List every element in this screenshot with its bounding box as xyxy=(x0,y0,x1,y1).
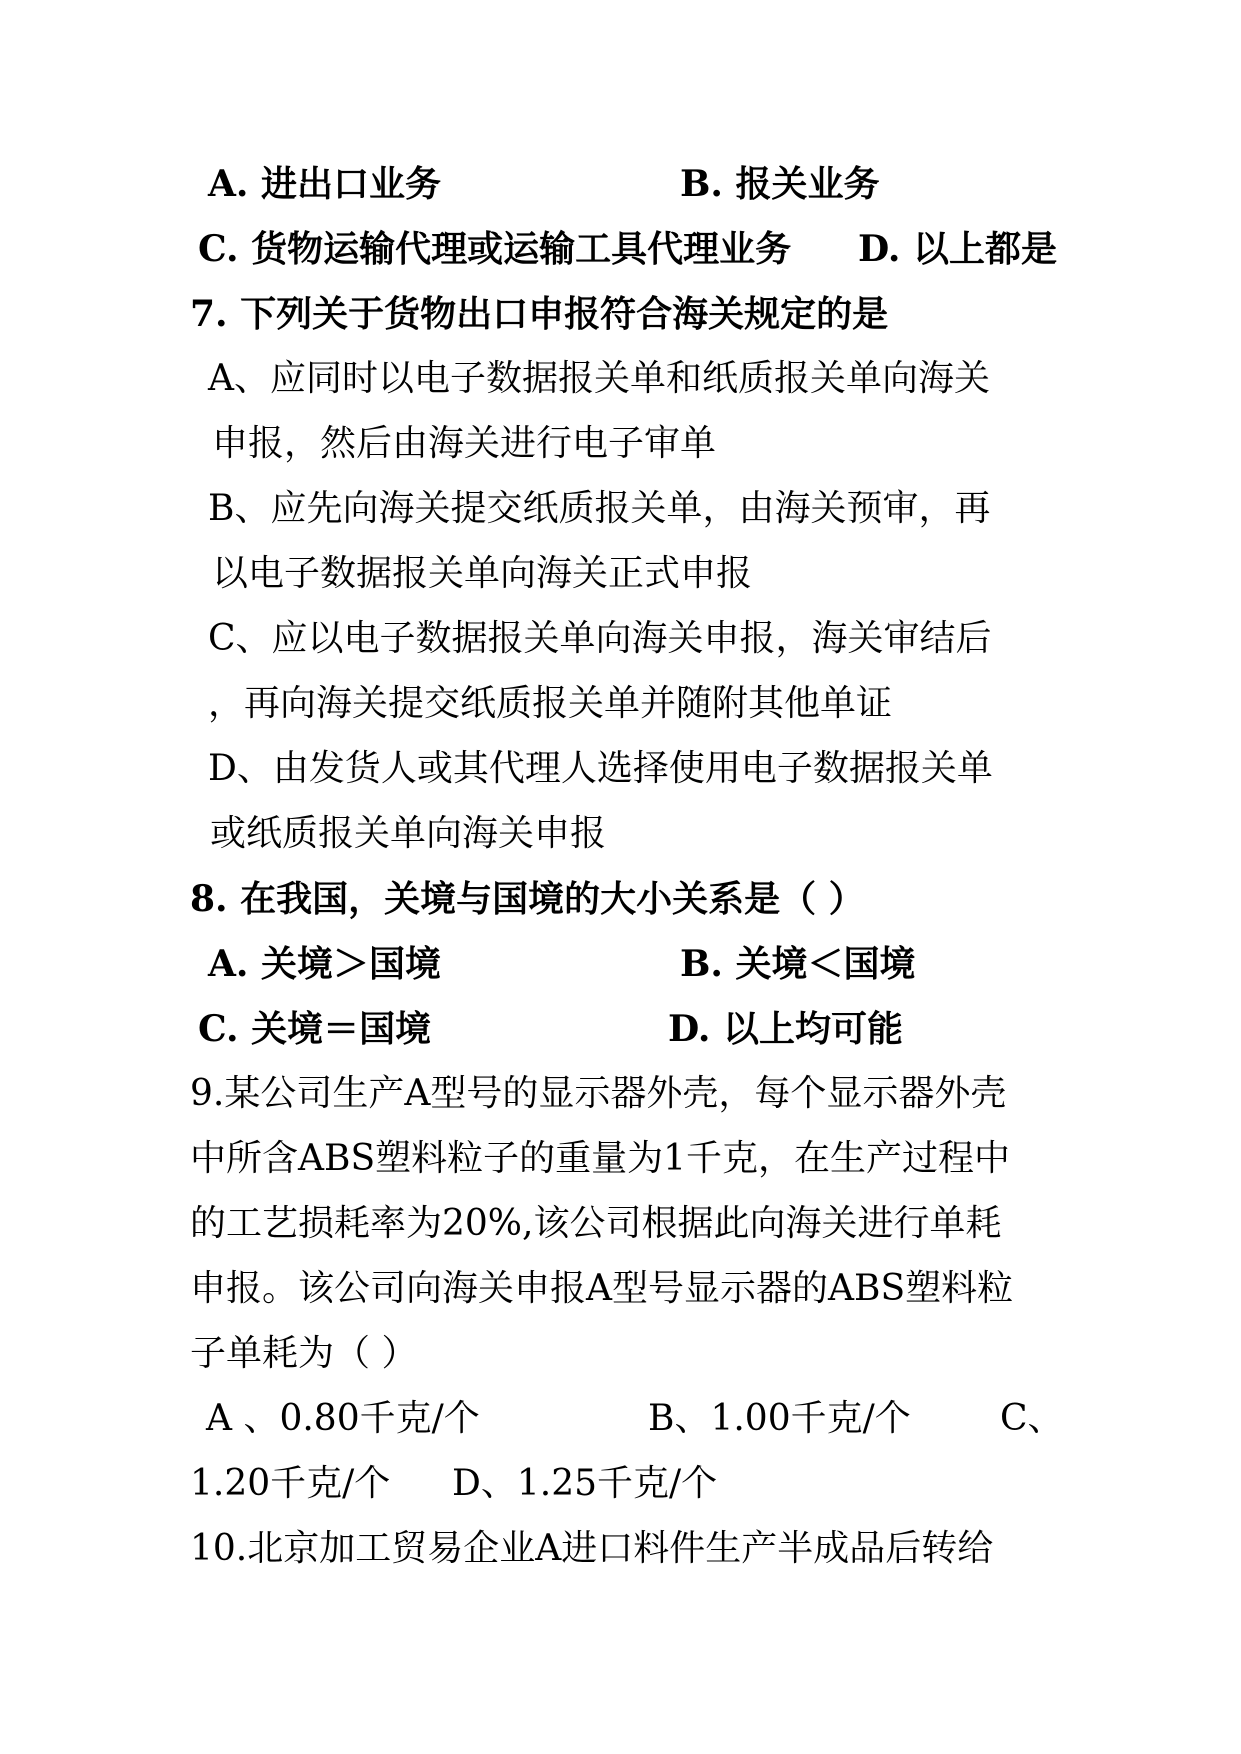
q8-option-a: A. 关境＞国境 xyxy=(208,943,441,985)
q7-option-c-line2: ，再向海关提交纸质报关单并随附其他单证 xyxy=(208,683,893,724)
q7-stem: 7. 下列关于货物出口申报符合海关规定的是 xyxy=(190,293,889,335)
q8-option-c: C. 关境＝国境 xyxy=(198,1008,432,1050)
q8-option-d: D. 以上均可能 xyxy=(668,1008,904,1050)
q9-stem-line4: 申报。该公司向海关申报A型号显示器的ABS塑料粒 xyxy=(190,1268,1014,1309)
q7-option-a-line1: A、应同时以电子数据报关单和纸质报关单向海关 xyxy=(208,358,990,399)
q7-option-b-line1: B、应先向海关提交纸质报关单，由海关预审，再 xyxy=(208,488,991,529)
q6-option-b: B. 报关业务 xyxy=(680,163,880,205)
q7-option-a-line2: 申报，然后由海关进行电子审单 xyxy=(212,423,717,464)
q7-option-b-line2: 以电子数据报关单向海关正式申报 xyxy=(212,553,753,594)
q9-option-d: D、1.25千克/个 xyxy=(452,1463,718,1504)
q9-option-a: A 、0.80千克/个 xyxy=(206,1398,480,1439)
q9-option-c-value: 1.20千克/个 xyxy=(190,1463,391,1504)
q6-option-a: A. 进出口业务 xyxy=(208,163,441,205)
q6-option-d: D. 以上都是 xyxy=(858,228,1058,270)
q7-option-d-line1: D、由发货人或其代理人选择使用电子数据报关单 xyxy=(208,748,993,789)
q8-stem: 8. 在我国，关境与国境的大小关系是（ ） xyxy=(190,878,865,920)
q7-option-d-line2: 或纸质报关单向海关申报 xyxy=(210,813,607,854)
q10-stem-line1: 10.北京加工贸易企业A进口料件生产半成品后转给 xyxy=(190,1528,994,1569)
q9-stem-line1: 9.某公司生产A型号的显示器外壳，每个显示器外壳 xyxy=(190,1073,1007,1114)
q9-stem-line2: 中所含ABS塑料粒子的重量为1千克，在生产过程中 xyxy=(190,1138,1011,1179)
q6-option-c: C. 货物运输代理或运输工具代理业务 xyxy=(198,228,792,270)
q9-option-c-label: C、 xyxy=(1000,1398,1064,1439)
q8-option-b: B. 关境＜国境 xyxy=(680,943,916,985)
q9-option-b: B、1.00千克/个 xyxy=(648,1398,911,1439)
q9-stem-line3: 的工艺损耗率为20%,该公司根据此向海关进行单耗 xyxy=(190,1203,1002,1244)
q7-option-c-line1: C、应以电子数据报关单向海关申报，海关审结后 xyxy=(208,618,992,659)
q9-stem-line5: 子单耗为（ ） xyxy=(190,1333,418,1374)
